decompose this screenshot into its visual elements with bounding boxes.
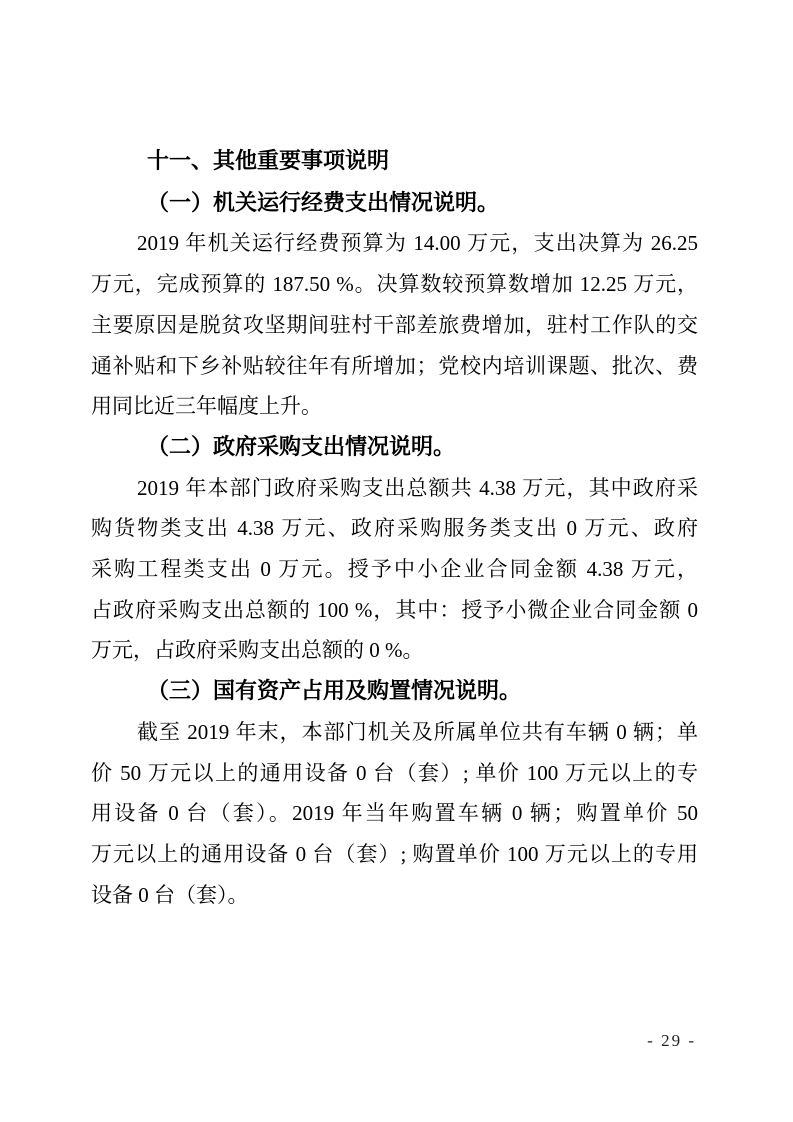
- paragraph-line: 万元，占政府采购支出总额的 0 %。: [91, 638, 424, 663]
- section-heading: （二）政府采购支出情况说明。: [147, 433, 456, 459]
- paragraph-line: 万元以上的通用设备 0 台（套）; 购置单价 100 万元以上的专用: [91, 841, 698, 866]
- document-title: 十一、其他重要事项说明: [147, 149, 390, 174]
- paragraph-line: 2019 年机关运行经费预算为 14.00 万元，支出决算为 26.25: [137, 231, 698, 256]
- paragraph-line: 截至 2019 年末，本部门机关及所属单位共有车辆 0 辆；单: [137, 719, 698, 744]
- paragraph-line: 占政府采购支出总额的 100 %，其中：授予小微企业合同金额 0: [91, 597, 698, 622]
- paragraph-line: 万元，完成预算的 187.50 %。决算数较预算数增加 12.25 万元，: [91, 272, 698, 297]
- paragraph-line: 用同比近三年幅度上升。: [91, 394, 322, 419]
- page-number: - 29 -: [647, 1031, 696, 1050]
- section-heading: （一）机关运行经费支出情况说明。: [147, 189, 500, 215]
- paragraph-line: 价 50 万元以上的通用设备 0 台（套）; 单价 100 万元以上的专: [91, 760, 698, 785]
- paragraph-line: 主要原因是脱贫攻坚期间驻村干部差旅费增加，驻村工作队的交: [91, 312, 698, 337]
- paragraph-line: 2019 年本部门政府采购支出总额共 4.38 万元，其中政府采: [137, 475, 698, 500]
- document-body: [91, 142, 698, 915]
- section-heading: （三）国有资产占用及购置情况说明。: [147, 678, 522, 704]
- paragraph-line: 通补贴和下乡补贴较往年有所增加；党校内培训课题、批次、费: [91, 353, 698, 378]
- paragraph-line: 采购工程类支出 0 万元。授予中小企业合同金额 4.38 万元，: [91, 557, 698, 582]
- paragraph-line: 设备 0 台（套）。: [91, 882, 249, 907]
- paragraph-line: 购货物类支出 4.38 万元、政府采购服务类支出 0 万元、政府: [91, 516, 698, 541]
- paragraph-line: 用设备 0 台（套）。2019 年当年购置车辆 0 辆；购置单价 50: [91, 801, 698, 826]
- document-sections: [91, 183, 698, 916]
